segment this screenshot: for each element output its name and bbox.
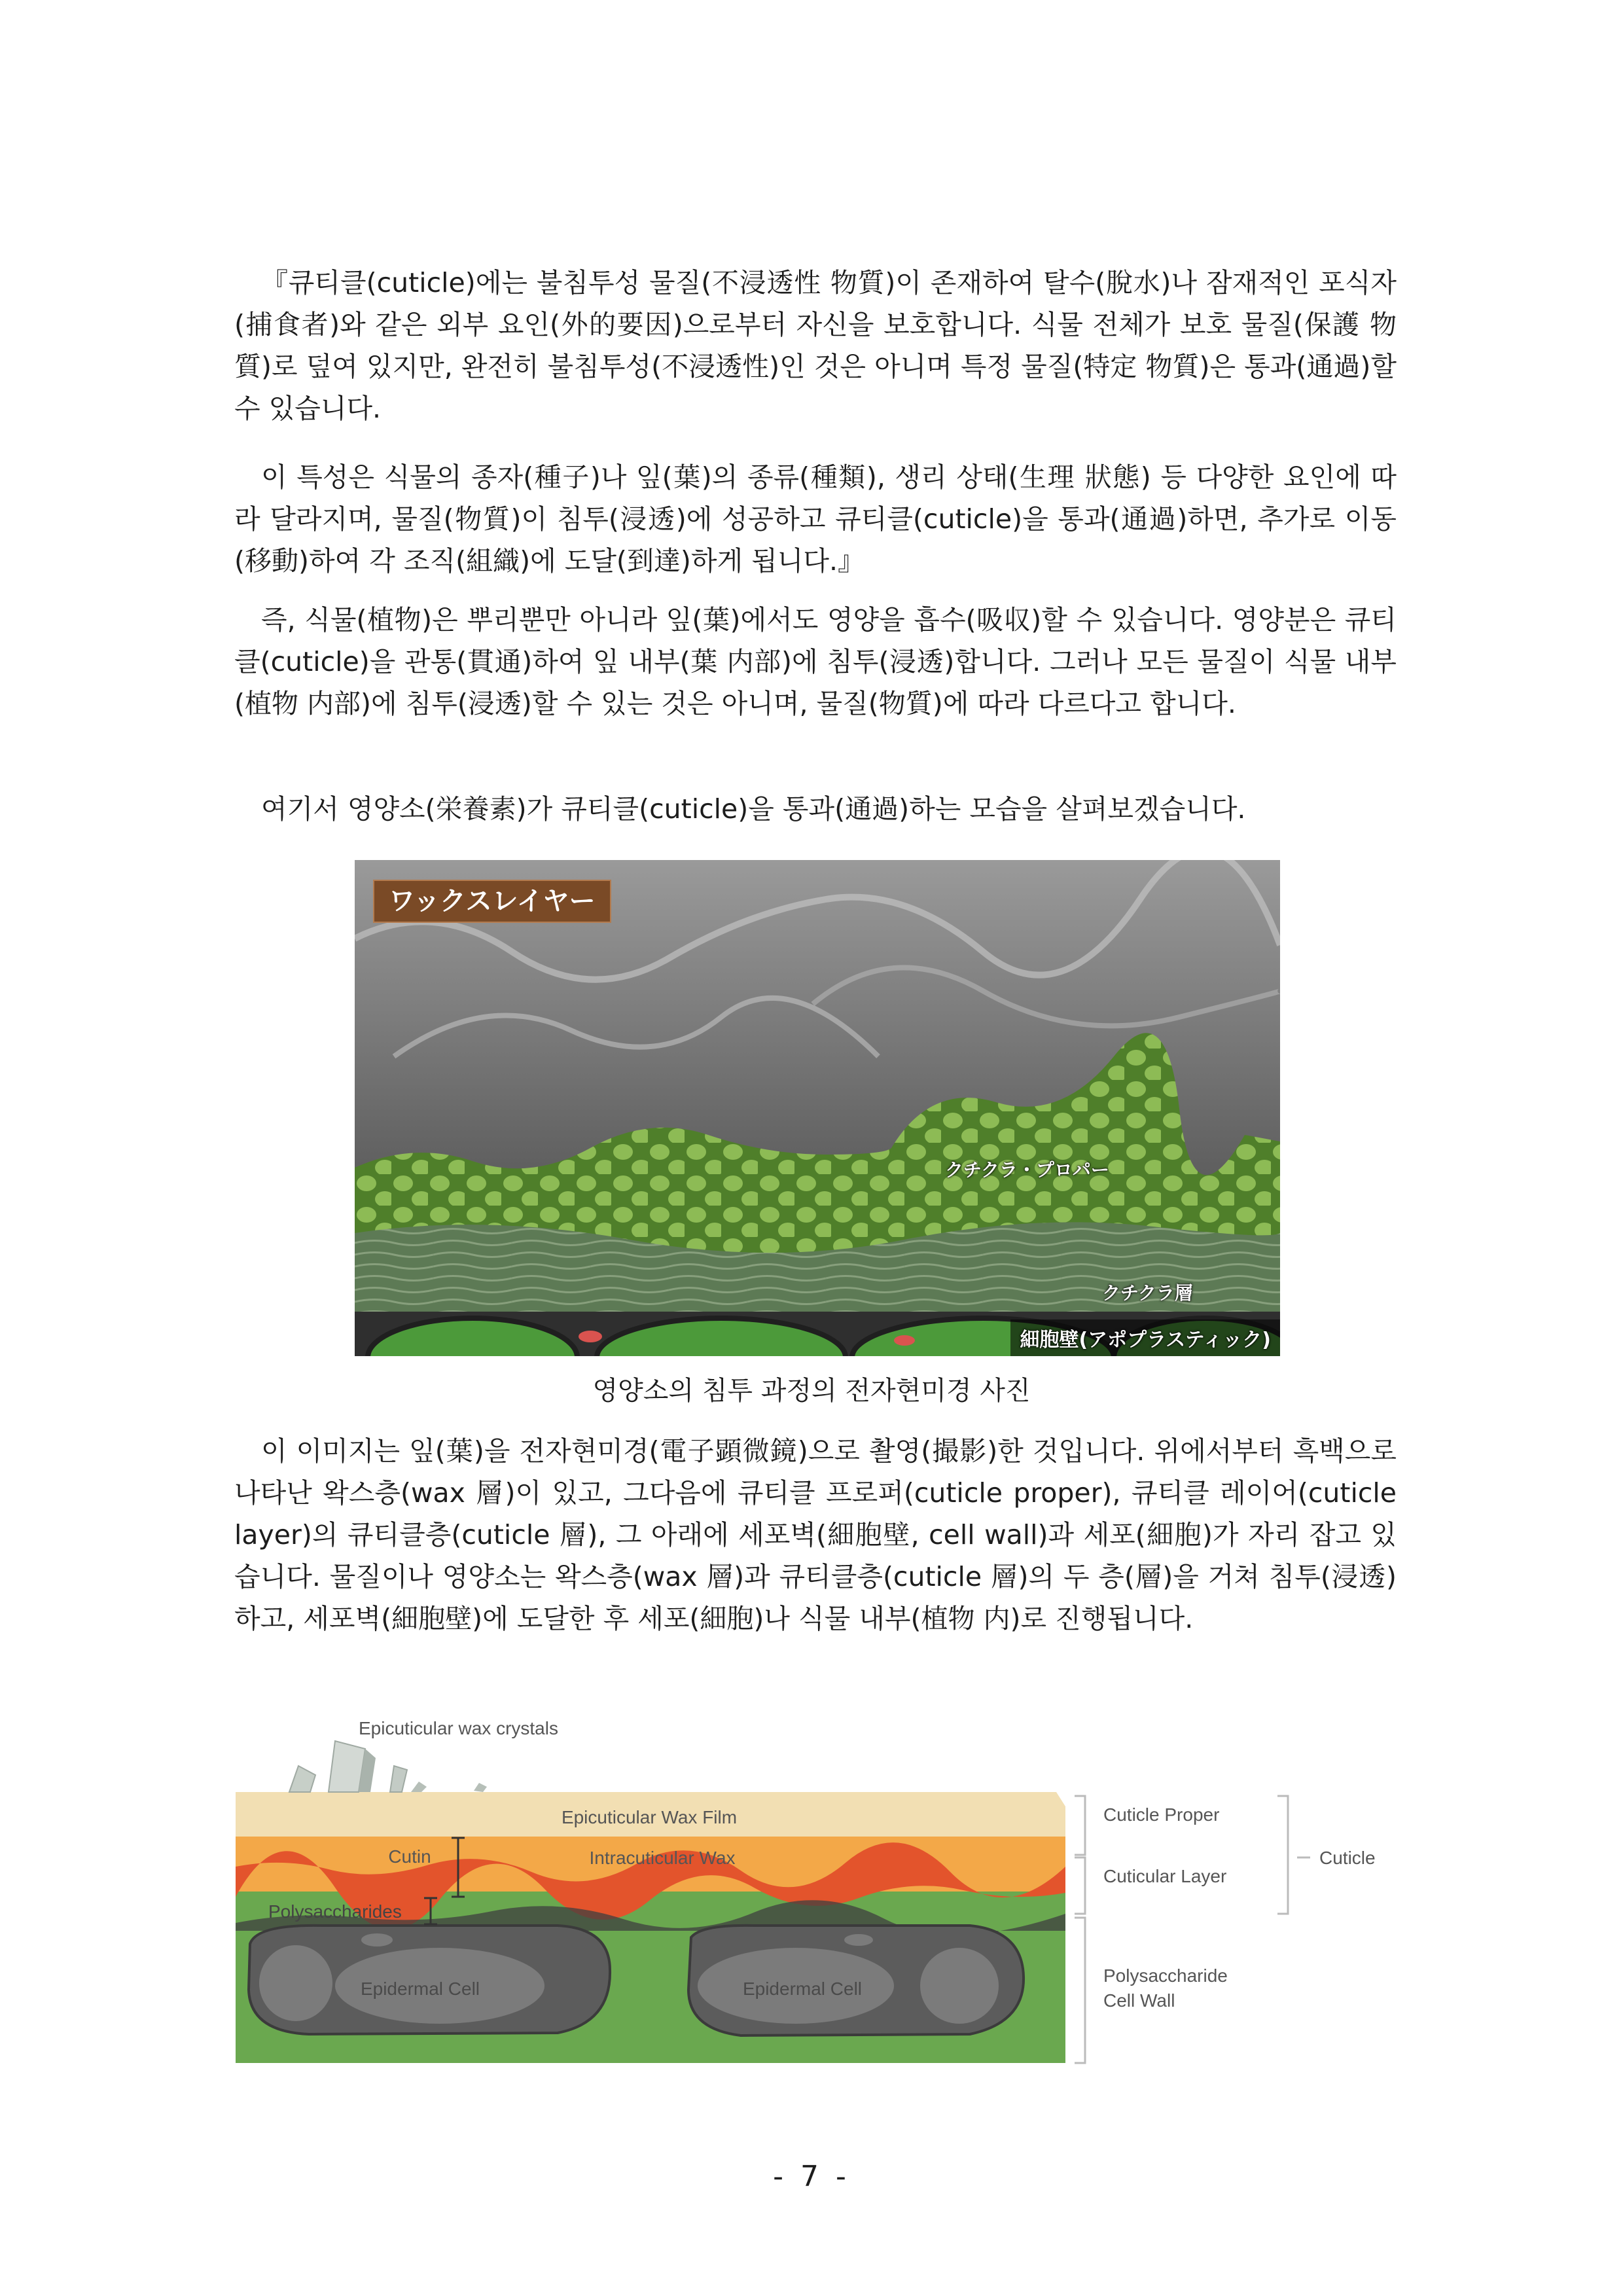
- organelle-2: [844, 1934, 873, 1946]
- paragraph-3: 즉, 식물(植物)은 뿌리뿐만 아니라 잎(葉)에서도 영양을 흡수(吸収)할 수 있습니다. 영양분은 큐티클(cuticle)을 관통(貫通)하여 잎 내부(葉 内部)에 침투(浸透)합니다. 그러나 모든 물질이 식물 내부(植物 内部)에 침투(浸透)할 수 있는 것은 아니며, 물질(物質)에 따라 다르다고 합니다.: [234, 604, 1397, 719]
- cell-wall-bracket: [1075, 1918, 1085, 2063]
- cuticular-layer-label: Cuticular Layer: [1103, 1866, 1227, 1886]
- cuticle-proper-label: クチクラ・プロパー: [945, 1159, 1109, 1181]
- cuticle-label: Cuticle: [1319, 1848, 1376, 1868]
- paragraph-1: 『큐티클(cuticle)에는 불침투성 물질(不浸透性 物質)이 존재하여 탈수(脫水)나 잠재적인 포식자(捕食者)와 같은 외부 요인(外的要因)으로부터 자신을 보호합니다. 식물 전체가 보호 물질(保護 物質)로 덮여 있지만, 완전히 불침투성(不浸透性)인 것은 아니며 특정 물질(特定 物質)은 통과(通過)할 수 있습니다.: [234, 267, 1397, 424]
- epidermal-cell-label-1: Epidermal Cell: [360, 1979, 480, 1999]
- cuticle-layer-label: クチクラ層: [1102, 1282, 1193, 1304]
- page-number: - 7 -: [773, 2160, 850, 2193]
- cuticular-layer-bracket: [1075, 1857, 1085, 1914]
- cuticle-bracket: [1277, 1796, 1288, 1914]
- paragraph-4: 여기서 영양소(栄養素)가 큐티클(cuticle)을 통과(通過)하는 모습을 살펴보겠습니다.: [261, 793, 1246, 825]
- paragraph-5: 이 이미지는 잎(葉)을 전자현미경(電子顕微鏡)으로 촬영(撮影)한 것입니다. 위에서부터 흑백으로 나타난 왁스층(wax 層)이 있고, 그다음에 큐티클 프로퍼(cuticle proper), 큐티클 레이어(cuticle layer)의 큐티클층(cuticle 層), 그 아래에 세포벽(細胞壁, cell wall)과 세포(細胞)가 자리 잡고 있습니다. 물질이나 영양소는 왁스층(wax 層)과 큐티클층(cuticle 層)의 두 층(層)을 거쳐 침투(浸透)하고, 세포벽(細胞壁)에 도달한 후 세포(細胞)나 식물 내부(植物 内)로 진행됩니다.: [234, 1435, 1397, 1634]
- figure-caption: 영양소의 침투 과정의 전자현미경 사진: [592, 1376, 1031, 1406]
- paragraph-2: 이 특성은 식물의 종자(種子)나 잎(葉)의 종류(種類), 생리 상태(生理 狀態) 등 다양한 요인에 따라 달라지며, 물질(物質)이 침투(浸透)에 성공하고 큐티클(cuticle)을 통과(通過)하면, 추가로 이동(移動)하여 각 조직(組織)에 도달(到達)하게 됩니다.』: [234, 461, 1397, 577]
- nucleus-2: [920, 1948, 999, 2024]
- wax-crystal-4: [411, 1782, 427, 1792]
- wax-crystal-5: [474, 1783, 487, 1792]
- cuticle-proper-bracket: [1075, 1796, 1085, 1855]
- cuticle-structure-diagram: [230, 1715, 1408, 2068]
- epicuticular-wax-crystals-label: Epicuticular wax crystals: [359, 1718, 558, 1738]
- cutin-label: Cutin: [388, 1846, 431, 1867]
- cell-wall-label: 細胞壁(アポプラスティック): [1010, 1319, 1280, 1356]
- polysaccharide-cell-wall-label-line1: Polysaccharide: [1103, 1965, 1228, 1986]
- polysaccharide-cell-wall-label-line2: Cell Wall: [1103, 1990, 1175, 2011]
- polysaccharides-label: Polysaccharides: [268, 1901, 402, 1922]
- intracuticular-wax-label: Intracuticular Wax: [589, 1848, 736, 1868]
- wax-crystal-1: [289, 1766, 315, 1792]
- nucleus-1a: [259, 1945, 332, 2021]
- cuticle-proper-label: Cuticle Proper: [1103, 1804, 1220, 1825]
- epidermal-cell-label-2: Epidermal Cell: [742, 1979, 863, 1999]
- wax-crystal-3: [390, 1766, 407, 1792]
- organelle-1: [361, 1933, 393, 1946]
- sem-micrograph-figure: [355, 860, 1280, 1356]
- wax-layer-badge: ワックスレイヤー: [373, 880, 611, 923]
- epicuticular-wax-film-label: Epicuticular Wax Film: [561, 1807, 738, 1827]
- wax-crystal-2: [329, 1741, 365, 1792]
